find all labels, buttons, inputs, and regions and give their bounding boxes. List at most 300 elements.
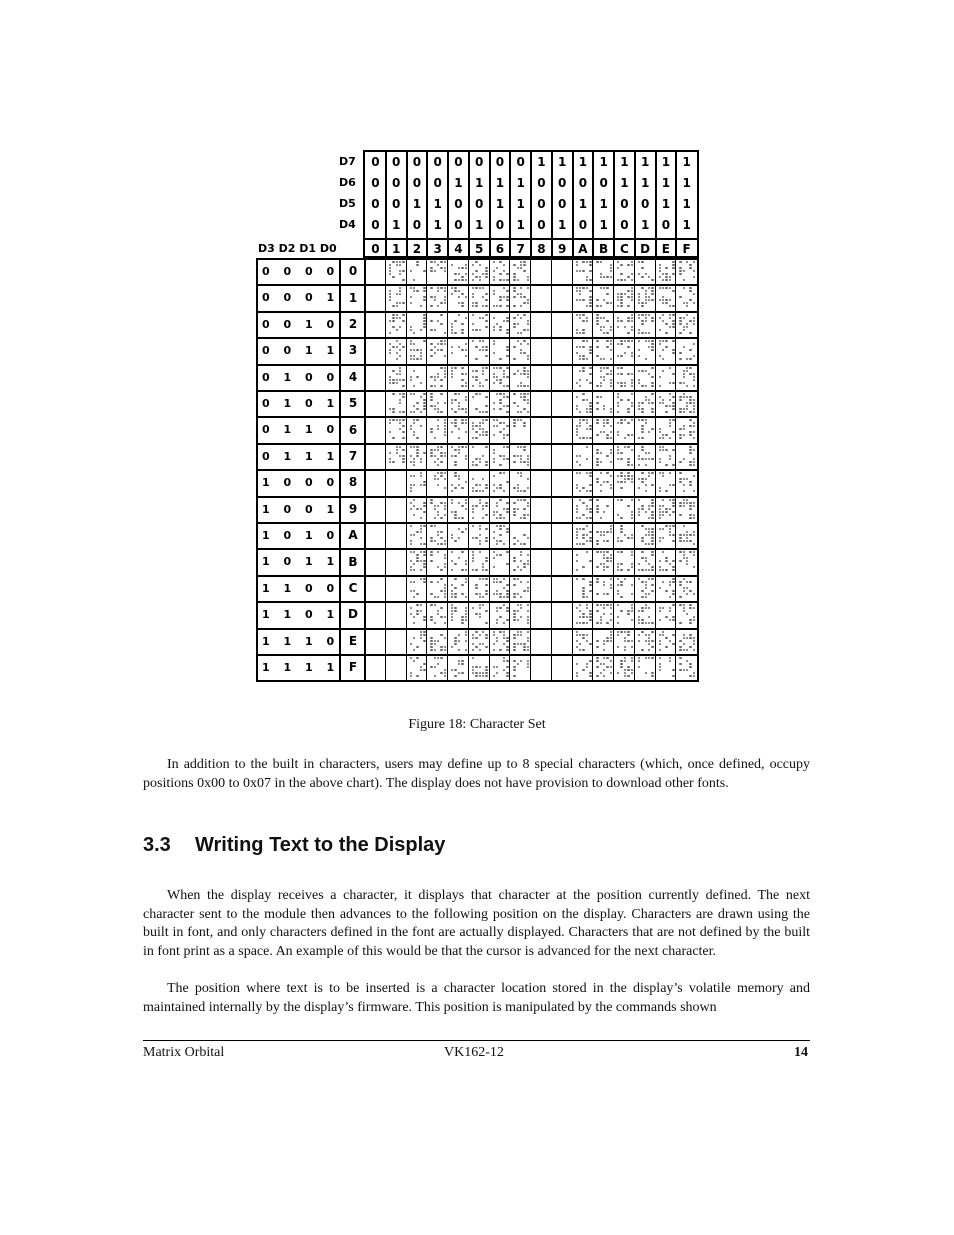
character-glyph: [490, 470, 511, 496]
row-bit-label: 0 1 0 0: [262, 370, 340, 384]
character-glyph: [427, 338, 448, 364]
column-hex-label: 1: [391, 242, 401, 256]
high-bit-value: 0: [537, 218, 546, 232]
character-glyph: [635, 417, 656, 443]
high-bit-value: 0: [454, 197, 463, 211]
character-glyph: [614, 602, 635, 628]
character-glyph: [448, 576, 469, 602]
paragraph-writing-text: When the display receives a character, it displays that character at the position currently defined. The next character sent to the module then advances to the following position on the display. Characters are drawn using the built in font, and only characters defined in the font are actually displayed. Characters that are not defined by the built in font print as a space. An example of this would be that the cursor is advanced for the next character.: [143, 888, 810, 959]
high-bit-label: D7: [339, 155, 356, 168]
row-hex-label: 2: [348, 316, 358, 331]
row-bit-label: 0 0 0 1: [262, 291, 340, 305]
character-glyph: [469, 312, 490, 338]
high-bit-value: 1: [578, 155, 588, 169]
character-glyph: [427, 576, 448, 602]
high-bit-value: 0: [391, 176, 401, 190]
high-bit-value: 1: [640, 155, 650, 169]
character-glyph: [490, 576, 511, 602]
character-glyph: [407, 338, 428, 364]
character-glyph: [656, 338, 677, 364]
character-glyph: [510, 338, 531, 364]
character-glyph: [469, 629, 490, 655]
character-glyph: [469, 444, 490, 470]
character-glyph: [635, 391, 656, 417]
high-bit-value: 1: [557, 218, 567, 232]
character-glyph: [427, 312, 448, 338]
high-bit-label: D4: [339, 218, 356, 231]
character-glyph: [448, 602, 469, 628]
row-bit-label: 0 0 1 1: [262, 344, 340, 358]
high-bit-value: 1: [516, 218, 525, 232]
character-glyph: [593, 338, 614, 364]
character-glyph: [407, 444, 428, 470]
character-glyph: [593, 391, 614, 417]
high-bit-value: 1: [578, 197, 588, 211]
high-bit-value: 1: [599, 197, 608, 211]
high-bit-label: D6: [339, 176, 356, 189]
character-glyph: [469, 365, 490, 391]
character-glyph: [386, 417, 407, 443]
character-glyph: [593, 259, 614, 285]
grid-line: [613, 150, 615, 258]
character-glyph: [635, 497, 656, 523]
high-bit-value: 1: [433, 197, 442, 211]
high-bit-value: 0: [474, 197, 484, 211]
character-glyph: [386, 444, 407, 470]
character-glyph: [676, 655, 697, 681]
character-glyph: [469, 391, 490, 417]
high-bit-value: 0: [371, 218, 380, 232]
character-glyph: [656, 470, 677, 496]
row-hex-label: C: [348, 580, 358, 595]
high-bit-value: 0: [620, 218, 629, 232]
high-bit-value: 1: [620, 176, 629, 190]
section-heading: [143, 834, 445, 857]
character-glyph: [614, 285, 635, 311]
character-glyph: [614, 629, 635, 655]
character-glyph: [448, 629, 469, 655]
character-glyph: [427, 391, 448, 417]
character-glyph: [510, 576, 531, 602]
high-bit-value: 0: [495, 218, 505, 232]
grid-line: [447, 150, 449, 258]
character-glyph: [490, 391, 511, 417]
character-glyph: [407, 629, 428, 655]
character-glyph: [510, 312, 531, 338]
grid-line: [509, 150, 511, 258]
character-glyph: [573, 576, 594, 602]
paragraph-cursor-position: The position where text is to be inserted is a character location stored in the display’s volatile memory and maintained internally by the display’s firmware. This position is manipulated by the commands shown: [143, 981, 810, 1015]
high-bit-label: D5: [339, 197, 356, 210]
character-glyph: [635, 444, 656, 470]
row-bit-label: 0 1 1 1: [262, 449, 340, 463]
character-glyph: [676, 497, 697, 523]
character-glyph: [407, 602, 428, 628]
high-bit-value: 1: [661, 197, 671, 211]
high-bit-value: 0: [412, 155, 422, 169]
character-glyph: [490, 655, 511, 681]
character-glyph: [469, 497, 490, 523]
character-glyph: [593, 523, 614, 549]
character-glyph: [407, 417, 428, 443]
character-glyph: [448, 338, 469, 364]
high-bit-value: 1: [495, 176, 505, 190]
character-glyph: [490, 338, 511, 364]
character-glyph: [510, 629, 531, 655]
row-hex-label: E: [348, 633, 358, 648]
row-bit-label: 1 1 1 0: [262, 634, 340, 648]
character-glyph: [676, 391, 697, 417]
character-glyph: [573, 285, 594, 311]
character-glyph: [490, 523, 511, 549]
column-hex-label: E: [661, 242, 670, 256]
row-hex-label: 0: [348, 264, 358, 279]
section-number: 3.3: [143, 834, 171, 856]
character-glyph: [510, 549, 531, 575]
high-bit-value: 1: [599, 155, 608, 169]
character-glyph: [593, 602, 614, 628]
character-glyph: [614, 338, 635, 364]
character-glyph: [510, 259, 531, 285]
character-glyph: [676, 365, 697, 391]
character-glyph: [573, 365, 594, 391]
character-glyph: [676, 576, 697, 602]
character-glyph: [614, 470, 635, 496]
character-glyph: [427, 470, 448, 496]
character-glyph: [510, 497, 531, 523]
character-glyph: [510, 655, 531, 681]
high-bit-value: 0: [391, 155, 401, 169]
figure-caption: Figure 18: Character Set: [408, 717, 546, 732]
character-glyph: [490, 549, 511, 575]
character-glyph: [656, 549, 677, 575]
character-glyph: [448, 497, 469, 523]
character-glyph: [635, 629, 656, 655]
column-hex-label: F: [682, 242, 691, 256]
character-glyph: [656, 497, 677, 523]
character-glyph: [614, 417, 635, 443]
character-glyph: [635, 365, 656, 391]
character-glyph: [573, 602, 594, 628]
grid-line: [530, 150, 532, 258]
high-bit-value: 1: [474, 218, 484, 232]
high-bit-value: 1: [433, 218, 442, 232]
character-glyph: [614, 576, 635, 602]
high-bit-value: 0: [454, 218, 463, 232]
character-glyph: [635, 312, 656, 338]
high-bit-value: 0: [371, 197, 380, 211]
low-bit-header: D3 D2 D1 D0: [258, 242, 337, 255]
character-glyph: [490, 629, 511, 655]
high-bit-value: 0: [578, 218, 588, 232]
character-glyph: [469, 285, 490, 311]
row-hex-label: 5: [348, 396, 358, 411]
character-glyph: [676, 312, 697, 338]
character-glyph: [614, 497, 635, 523]
column-hex-label: 9: [557, 242, 567, 256]
character-glyph: [490, 259, 511, 285]
character-glyph: [407, 312, 428, 338]
row-bit-label: 1 0 0 0: [262, 476, 340, 490]
high-bit-value: 1: [620, 155, 629, 169]
character-glyph: [635, 523, 656, 549]
high-bit-value: 1: [516, 176, 525, 190]
character-glyph: [573, 523, 594, 549]
high-bit-value: 0: [433, 176, 442, 190]
character-glyph: [469, 549, 490, 575]
grid-line: [426, 150, 428, 258]
high-bit-value: 0: [516, 155, 525, 169]
high-bit-value: 0: [599, 176, 608, 190]
character-glyph: [635, 576, 656, 602]
character-glyph: [676, 629, 697, 655]
character-glyph: [635, 549, 656, 575]
character-glyph: [386, 391, 407, 417]
high-bit-value: 0: [578, 176, 588, 190]
character-glyph: [593, 629, 614, 655]
character-glyph: [614, 391, 635, 417]
character-glyph: [635, 259, 656, 285]
high-bit-value: 1: [682, 218, 691, 232]
high-bit-value: 0: [640, 197, 650, 211]
character-glyph: [407, 655, 428, 681]
character-glyph: [490, 365, 511, 391]
character-glyph: [386, 338, 407, 364]
grid-line: [385, 150, 387, 258]
character-glyph: [614, 312, 635, 338]
character-glyph: [593, 655, 614, 681]
high-bit-value: 1: [516, 197, 525, 211]
character-glyph: [656, 576, 677, 602]
grid-line: [406, 150, 408, 258]
character-glyph: [656, 523, 677, 549]
character-glyph: [614, 365, 635, 391]
character-glyph: [448, 549, 469, 575]
high-bit-value: 1: [391, 218, 401, 232]
character-glyph: [614, 444, 635, 470]
character-glyph: [676, 549, 697, 575]
high-bit-value: 0: [412, 176, 422, 190]
character-glyph: [510, 444, 531, 470]
high-bit-value: 1: [454, 176, 463, 190]
high-bit-value: 1: [474, 176, 484, 190]
high-bit-value: 1: [682, 197, 691, 211]
grid-line: [551, 150, 553, 258]
character-glyph: [469, 470, 490, 496]
grid-line: [675, 150, 677, 258]
character-glyph: [427, 259, 448, 285]
character-glyph: [407, 285, 428, 311]
column-hex-label: 6: [495, 242, 505, 256]
character-glyph: [448, 391, 469, 417]
character-glyph: [490, 312, 511, 338]
row-hex-label: A: [348, 528, 358, 543]
character-glyph: [386, 259, 407, 285]
character-glyph: [676, 470, 697, 496]
character-glyph: [635, 655, 656, 681]
character-glyph: [635, 602, 656, 628]
character-glyph: [676, 444, 697, 470]
character-glyph: [448, 444, 469, 470]
character-glyph: [656, 391, 677, 417]
high-bit-value: 1: [495, 197, 505, 211]
row-bit-label: 1 1 0 0: [262, 581, 340, 595]
character-glyph: [407, 523, 428, 549]
character-glyph: [573, 655, 594, 681]
high-bit-value: 1: [599, 218, 608, 232]
character-glyph: [490, 417, 511, 443]
row-bit-label: 0 1 0 1: [262, 397, 340, 410]
character-glyph: [448, 655, 469, 681]
character-glyph: [510, 391, 531, 417]
character-glyph: [510, 470, 531, 496]
character-glyph: [448, 365, 469, 391]
grid-line: [634, 150, 636, 258]
character-glyph: [427, 549, 448, 575]
footer-company: Matrix Orbital: [143, 1045, 225, 1060]
column-hex-label: 8: [537, 242, 546, 256]
grid-line: [572, 150, 574, 258]
character-glyph: [386, 365, 407, 391]
character-glyph: [676, 523, 697, 549]
high-bit-value: 0: [433, 155, 442, 169]
character-glyph: [656, 312, 677, 338]
high-bit-value: 1: [412, 197, 422, 211]
high-bit-value: 1: [557, 155, 567, 169]
row-hex-label: 1: [348, 290, 358, 305]
character-glyph: [386, 312, 407, 338]
high-bit-value: 1: [537, 155, 546, 169]
character-glyph: [573, 391, 594, 417]
high-bit-value: 0: [557, 197, 567, 211]
character-glyph: [427, 417, 448, 443]
row-bit-label: 0 0 0 0: [262, 265, 340, 278]
section-title: Writing Text to the Display: [195, 834, 446, 856]
high-bit-value: 0: [454, 155, 463, 169]
character-glyph: [573, 549, 594, 575]
character-glyph: [635, 285, 656, 311]
high-bit-value: 1: [661, 155, 671, 169]
character-glyph: [448, 470, 469, 496]
character-glyph: [407, 259, 428, 285]
character-glyph: [573, 497, 594, 523]
character-glyph: [573, 312, 594, 338]
row-hex-label: 6: [348, 422, 358, 437]
character-glyph: [490, 497, 511, 523]
column-hex-label: 5: [474, 242, 484, 256]
grid-line: [363, 238, 699, 240]
character-glyph: [469, 338, 490, 364]
character-glyph: [407, 549, 428, 575]
high-bit-value: 1: [640, 176, 650, 190]
high-bit-value: 0: [537, 197, 546, 211]
column-hex-label: 0: [371, 242, 380, 256]
column-hex-label: 7: [516, 242, 525, 256]
character-glyph: [635, 470, 656, 496]
paragraph-user-defined-chars: In addition to the built in characters, users may define up to 8 special characters (which, once defined, occupy positions 0x00 to 0x07 in the above chart). The display does not have provision to download other fonts.: [143, 757, 810, 791]
row-hex-label: 9: [348, 501, 358, 516]
character-glyph: [469, 259, 490, 285]
character-glyph: [490, 285, 511, 311]
character-glyph: [656, 285, 677, 311]
high-bit-value: 0: [495, 155, 505, 169]
character-glyph: [593, 417, 614, 443]
row-hex-label: 7: [348, 448, 358, 463]
character-glyph: [407, 470, 428, 496]
row-bit-label: 1 0 1 0: [262, 529, 340, 542]
character-glyph: [448, 259, 469, 285]
character-glyph: [676, 338, 697, 364]
character-glyph: [448, 417, 469, 443]
row-bit-label: 0 1 1 0: [262, 423, 340, 437]
character-glyph: [427, 602, 448, 628]
character-glyph: [656, 417, 677, 443]
high-bit-value: 0: [371, 155, 380, 169]
character-glyph: [676, 259, 697, 285]
character-set-figure: [256, 150, 701, 682]
high-bit-value: 0: [474, 155, 484, 169]
character-glyph: [510, 523, 531, 549]
row-bit-label: 0 0 1 0: [262, 317, 340, 331]
character-glyph: [427, 629, 448, 655]
character-glyph: [448, 312, 469, 338]
character-glyph: [656, 365, 677, 391]
character-glyph: [490, 602, 511, 628]
character-glyph: [573, 338, 594, 364]
character-glyph: [448, 523, 469, 549]
column-hex-label: 2: [412, 242, 422, 256]
character-glyph: [573, 444, 594, 470]
character-glyph: [573, 417, 594, 443]
character-glyph: [614, 259, 635, 285]
character-glyph: [427, 444, 448, 470]
character-glyph: [593, 497, 614, 523]
high-bit-value: 0: [371, 176, 380, 190]
character-glyph: [427, 523, 448, 549]
row-hex-label: 4: [348, 369, 358, 384]
high-bit-value: 1: [682, 176, 691, 190]
character-glyph: [656, 602, 677, 628]
high-bit-value: 1: [640, 218, 650, 232]
character-glyph: [469, 523, 490, 549]
character-glyph: [407, 365, 428, 391]
character-glyph: [386, 285, 407, 311]
character-glyph: [614, 523, 635, 549]
high-bit-value: 0: [537, 176, 546, 190]
grid-line: [468, 150, 470, 258]
character-glyph: [469, 417, 490, 443]
row-hex-label: F: [348, 660, 358, 675]
character-glyph: [407, 391, 428, 417]
character-glyph: [407, 497, 428, 523]
character-glyph: [510, 602, 531, 628]
character-glyph: [573, 629, 594, 655]
character-glyph: [593, 549, 614, 575]
high-bit-value: 1: [682, 155, 691, 169]
character-glyph: [656, 259, 677, 285]
character-glyph: [510, 417, 531, 443]
character-glyph: [676, 417, 697, 443]
character-glyph: [469, 576, 490, 602]
character-glyph: [593, 444, 614, 470]
column-hex-label: 3: [433, 242, 442, 256]
high-bit-value: 0: [661, 218, 671, 232]
column-hex-label: B: [599, 242, 609, 256]
character-glyph: [573, 259, 594, 285]
footer-rule: [143, 1040, 810, 1041]
character-glyph: [510, 365, 531, 391]
row-hex-label: 8: [348, 475, 358, 490]
